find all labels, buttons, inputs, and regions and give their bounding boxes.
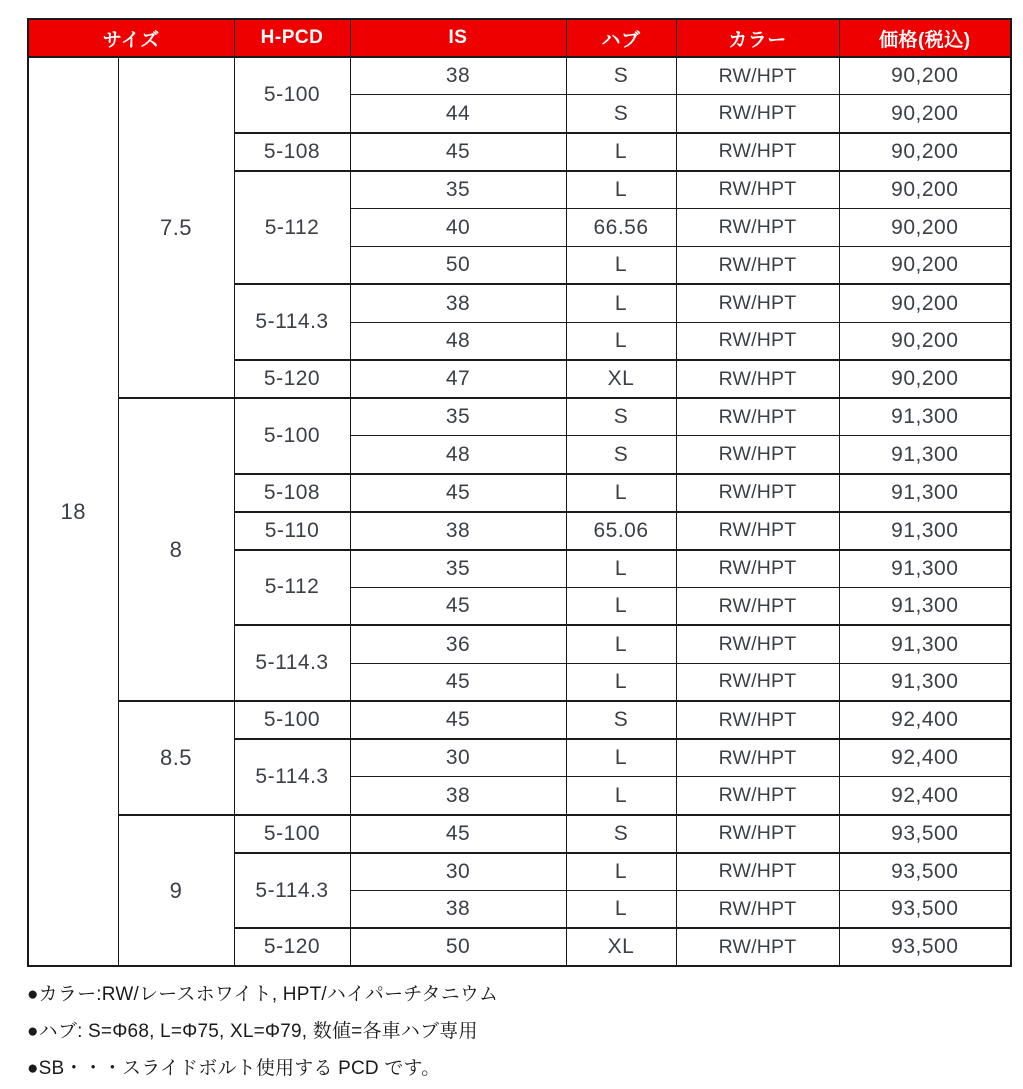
hub-cell: L xyxy=(566,663,676,701)
color-cell: RW/HPT xyxy=(676,853,839,891)
color-cell: RW/HPT xyxy=(676,891,839,929)
is-cell: 45 xyxy=(350,133,566,171)
footnotes xyxy=(27,976,1023,1087)
hub-cell: S xyxy=(566,701,676,739)
pcd-cell: 5-108 xyxy=(234,474,350,512)
color-cell: RW/HPT xyxy=(676,322,839,360)
price-cell: 93,500 xyxy=(839,891,1011,929)
price-cell: 91,300 xyxy=(839,587,1011,625)
is-cell: 38 xyxy=(350,891,566,929)
hub-cell: L xyxy=(566,550,676,588)
width-cell: 9 xyxy=(118,815,234,967)
spec-row xyxy=(28,701,1011,739)
color-cell: RW/HPT xyxy=(676,550,839,588)
size-cell: 18 xyxy=(28,57,118,966)
price-cell: 90,200 xyxy=(839,209,1011,247)
spec-row xyxy=(28,815,1011,853)
color-cell: RW/HPT xyxy=(676,474,839,512)
width-cell: 8 xyxy=(118,398,234,701)
hub-cell: L xyxy=(566,474,676,512)
color-cell: RW/HPT xyxy=(676,57,839,95)
color-cell: RW/HPT xyxy=(676,739,839,777)
spec-row xyxy=(28,398,1011,436)
price-cell: 90,200 xyxy=(839,57,1011,95)
width-cell: 8.5 xyxy=(118,701,234,815)
is-cell: 50 xyxy=(350,246,566,284)
hub-cell: L xyxy=(566,284,676,322)
hub-cell: L xyxy=(566,246,676,284)
hub-cell: L xyxy=(566,322,676,360)
pcd-cell: 5-112 xyxy=(234,550,350,626)
hub-cell: 65.06 xyxy=(566,512,676,550)
color-cell: RW/HPT xyxy=(676,777,839,815)
price-cell: 93,500 xyxy=(839,928,1011,966)
is-cell: 40 xyxy=(350,209,566,247)
is-cell: 38 xyxy=(350,284,566,322)
is-cell: 38 xyxy=(350,777,566,815)
is-cell: 30 xyxy=(350,739,566,777)
color-cell: RW/HPT xyxy=(676,284,839,322)
is-cell: 48 xyxy=(350,436,566,474)
color-cell: RW/HPT xyxy=(676,625,839,663)
pcd-cell: 5-100 xyxy=(234,398,350,474)
color-cell: RW/HPT xyxy=(676,928,839,966)
hub-cell: L xyxy=(566,777,676,815)
price-cell: 91,300 xyxy=(839,512,1011,550)
hub-cell: L xyxy=(566,133,676,171)
hub-cell: L xyxy=(566,891,676,929)
color-cell: RW/HPT xyxy=(676,701,839,739)
pcd-cell: 5-112 xyxy=(234,171,350,285)
header-is: IS xyxy=(350,19,566,57)
pcd-cell: 5-108 xyxy=(234,133,350,171)
is-cell: 35 xyxy=(350,171,566,209)
price-cell: 90,200 xyxy=(839,322,1011,360)
wheel-spec-table xyxy=(27,18,1012,967)
header-size: サイズ xyxy=(28,19,234,57)
is-cell: 30 xyxy=(350,853,566,891)
is-cell: 48 xyxy=(350,322,566,360)
hub-cell: S xyxy=(566,398,676,436)
is-cell: 45 xyxy=(350,701,566,739)
is-cell: 35 xyxy=(350,550,566,588)
color-cell: RW/HPT xyxy=(676,436,839,474)
table-body xyxy=(28,57,1011,966)
hub-cell: L xyxy=(566,587,676,625)
hub-cell: L xyxy=(566,853,676,891)
color-cell: RW/HPT xyxy=(676,663,839,701)
price-cell: 93,500 xyxy=(839,853,1011,891)
color-cell: RW/HPT xyxy=(676,95,839,133)
is-cell: 45 xyxy=(350,474,566,512)
pcd-cell: 5-114.3 xyxy=(234,625,350,701)
price-cell: 90,200 xyxy=(839,284,1011,322)
table-header-row xyxy=(28,19,1011,57)
color-cell: RW/HPT xyxy=(676,815,839,853)
hub-cell: S xyxy=(566,815,676,853)
pcd-cell: 5-114.3 xyxy=(234,853,350,929)
color-cell: RW/HPT xyxy=(676,246,839,284)
header-pcd: H-PCD xyxy=(234,19,350,57)
color-cell: RW/HPT xyxy=(676,360,839,398)
footnote-color: ●カラー:RW/レースホワイト, HPT/ハイパーチタニウム xyxy=(27,984,499,1006)
is-cell: 47 xyxy=(350,360,566,398)
price-cell: 91,300 xyxy=(839,436,1011,474)
header-color: カラー xyxy=(676,19,839,57)
spec-row xyxy=(28,57,1011,95)
price-cell: 91,300 xyxy=(839,398,1011,436)
pcd-cell: 5-114.3 xyxy=(234,284,350,360)
pcd-cell: 5-114.3 xyxy=(234,739,350,815)
price-cell: 91,300 xyxy=(839,663,1011,701)
is-cell: 45 xyxy=(350,815,566,853)
hub-cell: L xyxy=(566,625,676,663)
is-cell: 45 xyxy=(350,587,566,625)
price-cell: 90,200 xyxy=(839,360,1011,398)
pcd-cell: 5-110 xyxy=(234,512,350,550)
hub-cell: L xyxy=(566,739,676,777)
hub-cell: 66.56 xyxy=(566,209,676,247)
color-cell: RW/HPT xyxy=(676,398,839,436)
price-cell: 92,400 xyxy=(839,739,1011,777)
color-cell: RW/HPT xyxy=(676,587,839,625)
price-cell: 90,200 xyxy=(839,133,1011,171)
color-cell: RW/HPT xyxy=(676,512,839,550)
header-price: 価格(税込) xyxy=(839,19,1011,57)
is-cell: 38 xyxy=(350,512,566,550)
price-cell: 90,200 xyxy=(839,246,1011,284)
hub-cell: S xyxy=(566,436,676,474)
pcd-cell: 5-100 xyxy=(234,701,350,739)
width-cell: 7.5 xyxy=(118,57,234,398)
pcd-cell: 5-120 xyxy=(234,928,350,966)
pcd-cell: 5-100 xyxy=(234,57,350,133)
is-cell: 36 xyxy=(350,625,566,663)
is-cell: 38 xyxy=(350,57,566,95)
price-cell: 91,300 xyxy=(839,625,1011,663)
color-cell: RW/HPT xyxy=(676,171,839,209)
hub-cell: S xyxy=(566,95,676,133)
is-cell: 45 xyxy=(350,663,566,701)
price-cell: 93,500 xyxy=(839,815,1011,853)
color-cell: RW/HPT xyxy=(676,133,839,171)
hub-cell: S xyxy=(566,57,676,95)
price-cell: 91,300 xyxy=(839,550,1011,588)
footnote-hub: ●ハブ: S=Φ68, L=Φ75, XL=Φ79, 数値=各車ハブ専用 xyxy=(27,1021,478,1043)
price-cell: 91,300 xyxy=(839,474,1011,512)
header-hub: ハブ xyxy=(566,19,676,57)
is-cell: 44 xyxy=(350,95,566,133)
footnote-sb: ●SB・・・スライドボルト使用する PCD です。 xyxy=(27,1058,441,1080)
hub-cell: XL xyxy=(566,928,676,966)
hub-cell: L xyxy=(566,171,676,209)
pcd-cell: 5-100 xyxy=(234,815,350,853)
price-cell: 90,200 xyxy=(839,95,1011,133)
price-cell: 92,400 xyxy=(839,701,1011,739)
price-cell: 92,400 xyxy=(839,777,1011,815)
is-cell: 35 xyxy=(350,398,566,436)
pcd-cell: 5-120 xyxy=(234,360,350,398)
price-cell: 90,200 xyxy=(839,171,1011,209)
color-cell: RW/HPT xyxy=(676,209,839,247)
hub-cell: XL xyxy=(566,360,676,398)
is-cell: 50 xyxy=(350,928,566,966)
